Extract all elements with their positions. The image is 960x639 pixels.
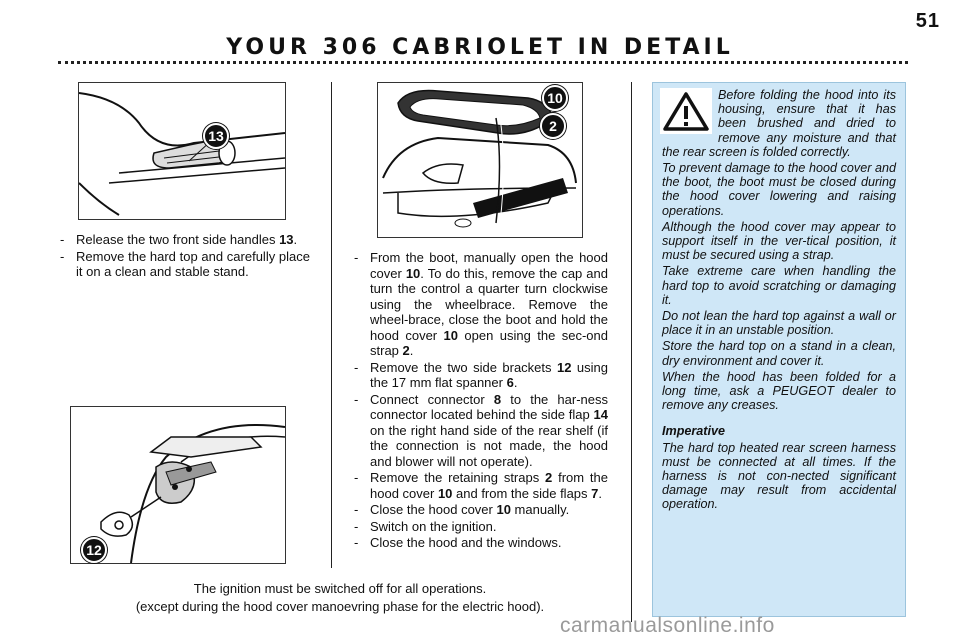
step-ref: 10 xyxy=(443,327,459,343)
step-text: Remove the two side brackets xyxy=(370,359,557,375)
step-text: Switch on the ignition. xyxy=(370,518,497,534)
warning-icon-spacer xyxy=(662,88,718,136)
figure-callout-12: 12 xyxy=(81,537,107,563)
step-ref: 14 xyxy=(593,407,608,422)
step-ref: 13 xyxy=(279,232,294,247)
note-paragraph: To prevent damage to the hood cover and the boot, the boot must be closed during the hood cover lowering and raising operations. xyxy=(662,161,896,218)
step-text: Connect connector xyxy=(370,391,494,407)
note-paragraph: Although the hood cover may appear to support itself in the ver-tical position, it must be secured using a strap. xyxy=(662,219,896,263)
step-text: Close the hood and the windows. xyxy=(370,535,562,550)
step-text: . To do this, remove the cap and turn the control a quarter turn clockwise using the wheelbrace. Remove the wheel-brace, close the boot and hold the hood cover xyxy=(370,265,608,343)
note-paragraph: Take extreme care when handling the hard top to avoid scratching or damaging it. xyxy=(662,264,896,307)
figure-front-handle xyxy=(78,82,286,220)
figure-callout-2: 2 xyxy=(540,113,566,139)
step-ref: 10 xyxy=(437,485,453,501)
middle-step-item xyxy=(352,519,608,535)
step-ref: 10 xyxy=(496,502,511,517)
note-paragraph: Do not lean the hard top against a wall or place it in an unstable position. xyxy=(662,309,896,338)
middle-step-item xyxy=(352,250,608,359)
step-text: Release the two front side handles xyxy=(76,232,280,247)
step-text: Close the hood cover xyxy=(370,502,497,517)
step-text: on the right hand side of the rear shelf (if the connection is not made, the hood and blower will not operate). xyxy=(370,422,608,469)
step-text: . xyxy=(409,343,414,358)
step-ref: 2 xyxy=(545,470,553,485)
middle-step-item xyxy=(352,360,608,391)
watermark: carmanualsonline.info xyxy=(560,614,775,637)
side-bracket-drawing xyxy=(71,407,285,563)
middle-step-item xyxy=(352,535,608,551)
imperative-text: The hard top heated rear screen harness must be connected at all times. If the harness is not con-nected significant damage may result from accidental operation. xyxy=(662,440,896,512)
note-paragraph: When the hood has been folded for a long time, ask a PEUGEOT dealer to remove any creases. xyxy=(662,369,896,413)
figure-callout-13: 13 xyxy=(203,123,229,149)
step-text: Remove the retaining straps xyxy=(370,470,546,485)
note-paragraph: Before folding the hood into its housing, ensure that it has been brushed and dried to remove any moisture and that the rear screen is folded correctly. xyxy=(662,88,896,159)
step-ref: 6 xyxy=(506,375,514,390)
step-text: using the 17 mm flat spanner xyxy=(370,359,608,390)
middle-step-item xyxy=(352,392,608,470)
step-ref: 10 xyxy=(405,265,421,281)
step-ref: 2 xyxy=(402,343,410,358)
title-divider xyxy=(58,61,908,64)
step-ref: 8 xyxy=(493,391,502,407)
left-steps-list xyxy=(58,232,310,281)
column-divider-left xyxy=(331,82,332,568)
left-step-item xyxy=(58,232,310,248)
step-tail: . xyxy=(293,232,298,247)
middle-step-item xyxy=(352,502,608,518)
note-paragraph: Store the hard top on a stand in a clean, dry environment and cover it. xyxy=(662,339,896,368)
middle-step-item xyxy=(352,470,608,501)
step-text: to the har-ness connector located behind the side flap xyxy=(370,391,609,422)
step-text: open using the sec-ond strap xyxy=(370,327,608,358)
page-title: YOUR 306 CABRIOLET IN DETAIL xyxy=(226,35,734,60)
notes-text xyxy=(662,88,896,514)
step-ref: 7 xyxy=(591,485,599,501)
figure-side-bracket xyxy=(70,406,286,564)
imperative-heading: Imperative xyxy=(662,424,725,439)
left-step-item xyxy=(58,249,310,280)
step-text: manually. xyxy=(510,502,570,517)
figure-callout-10: 10 xyxy=(542,85,568,111)
footer-line-2: (except during the hood cover manoevring phase for the electric hood). xyxy=(135,599,545,614)
step-text: from the hood cover xyxy=(370,470,608,501)
middle-steps-list xyxy=(352,250,608,552)
step-text: From the boot, manually open the hood cover xyxy=(370,250,608,281)
step-text: Remove the hard top and carefully place it on a clean and stable stand. xyxy=(76,248,310,279)
page-number: 51 xyxy=(915,10,940,32)
step-text: . xyxy=(598,485,603,501)
column-divider-right xyxy=(631,82,632,622)
footer-line-1: The ignition must be switched off for all operations. xyxy=(193,581,487,596)
front-handle-drawing xyxy=(79,83,285,219)
step-ref: 12 xyxy=(556,359,572,375)
figure-hood-cover xyxy=(377,82,583,238)
step-text: and from the side flaps xyxy=(452,485,592,501)
step-text: . xyxy=(513,375,518,390)
